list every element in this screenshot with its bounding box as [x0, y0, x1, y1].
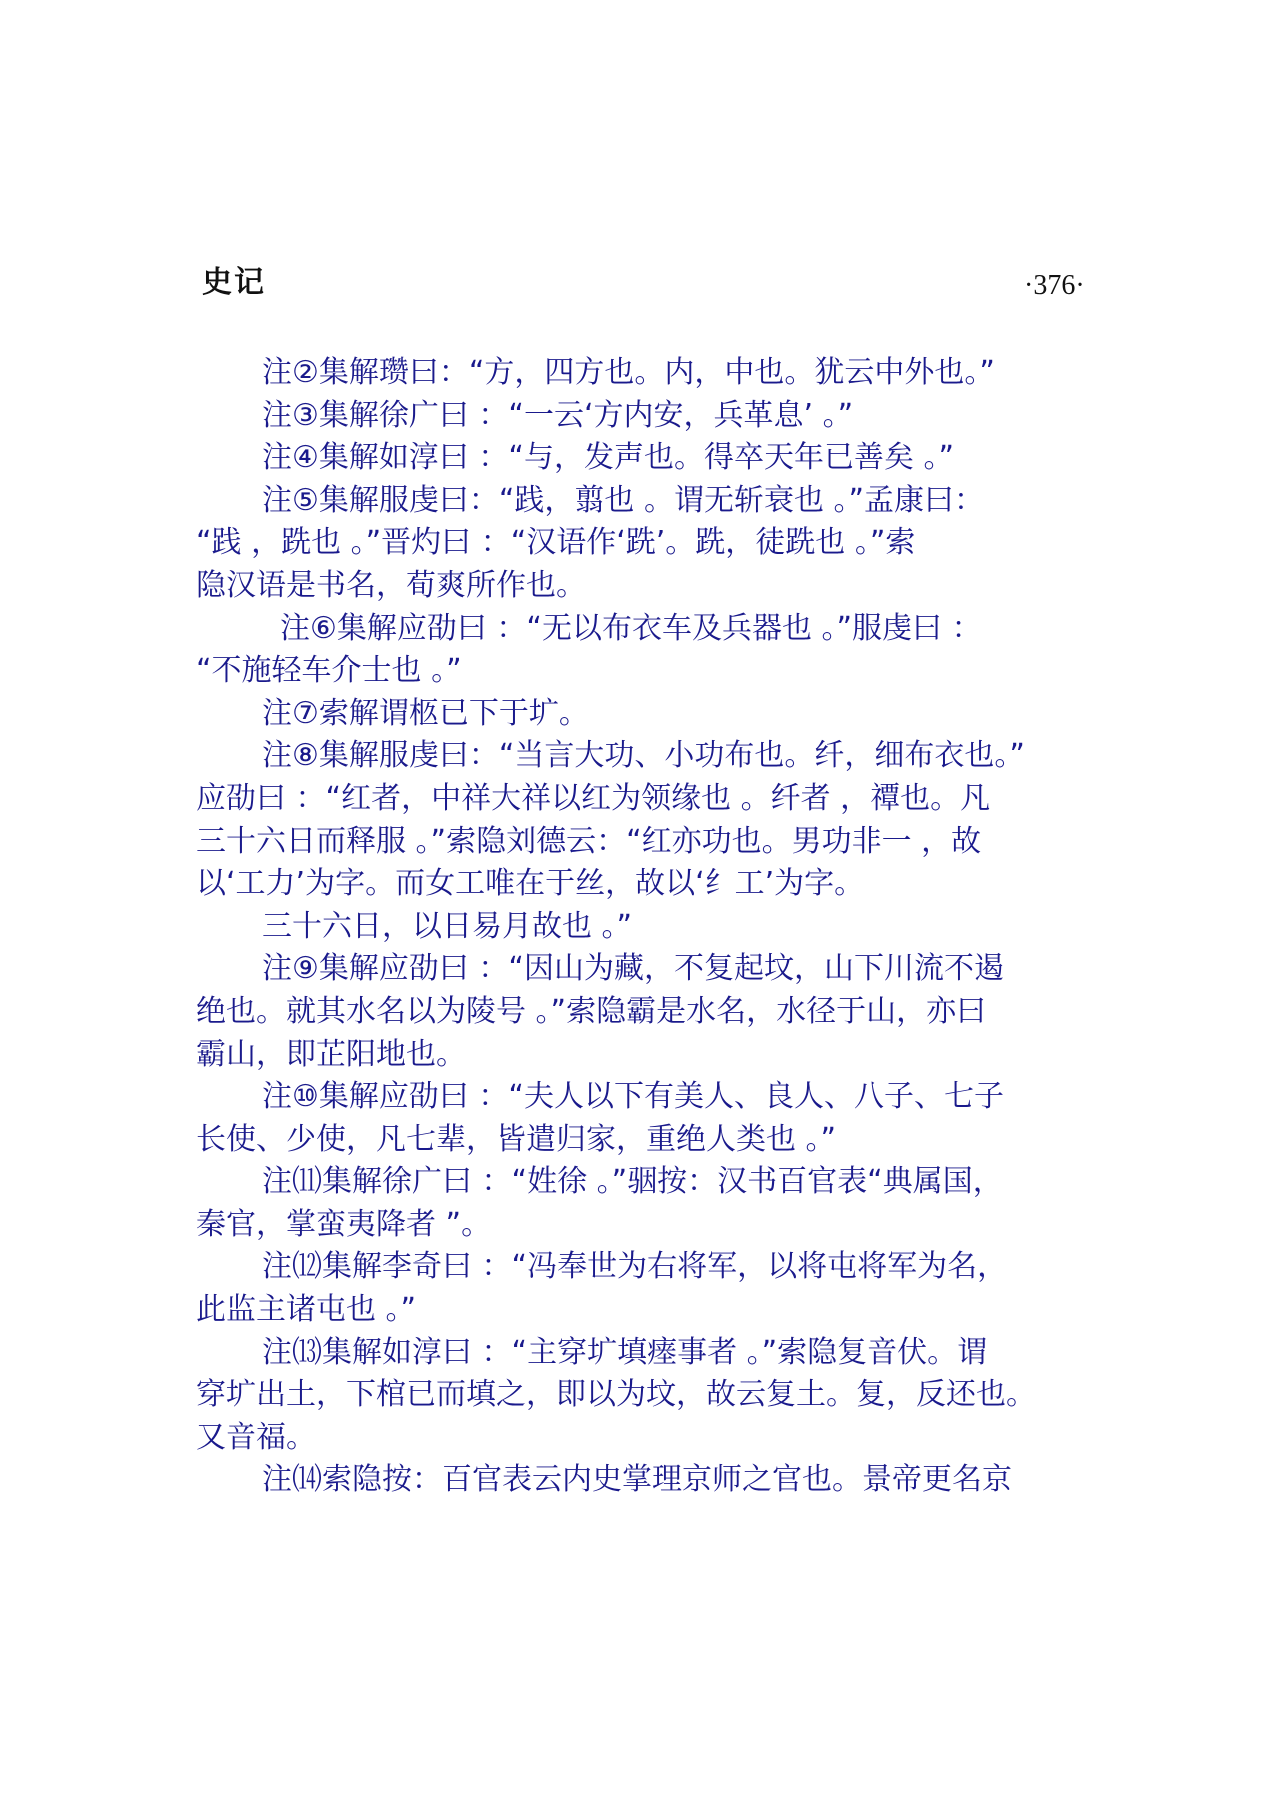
- text-line: 注⑨集解应劭曰 ：“因山为藏，不复起坟，山下川流不遏: [262, 951, 1004, 987]
- text-line: 应劭曰 ：“红者，中祥大祥以红为领缘也 。纤者 ，禫也。凡: [196, 780, 991, 816]
- text-line: 此监主诸屯也 。”: [196, 1292, 417, 1328]
- text-line: 又音福。: [196, 1419, 316, 1455]
- text-line: 注⑥集解应劭曰 ：“无以布衣车及兵器也 。”服虔曰 ：: [280, 610, 982, 646]
- text-line: “不施轻车介士也 。”: [196, 653, 462, 689]
- annotation-body: [196, 352, 1108, 1502]
- text-line: 长使、少使，凡七辈，皆遣归家，重绝人类也 。”: [196, 1121, 837, 1157]
- text-line: 注②集解瓒曰：“方，四方也。内，中也。犹云中外也。”: [262, 355, 995, 390]
- text-line: 注④集解如淳曰 ：“与，发声也。得卒天年已善矣 。”: [262, 440, 955, 476]
- text-line: 霸山，即芷阳地也。: [196, 1036, 466, 1072]
- text-line: 注⑤集解服虔曰：“践，翦也 。谓无斩衰也 。”孟康曰：: [262, 482, 985, 518]
- text-line: 穿圹出土，下棺已而填之，即以为坟，故云复土。复，反还也。: [196, 1377, 1036, 1413]
- text-line: 三十六日而释服 。”索隐刘德云：“红亦功也。男功非一 ，故: [196, 823, 982, 859]
- text-line: 注⑦索解谓柩已下于圹。: [262, 695, 589, 731]
- text-line: 秦官，掌蛮夷降者 ”。: [196, 1206, 492, 1242]
- text-line: 注⒀集解如淳曰 ：“主穿圹填瘗事者 。”索隐复音伏。谓: [262, 1334, 988, 1370]
- text-line: “践 ，跣也 。”晋灼曰 ：“汉语作‘跣’。跣，徒跣也 。”索: [196, 525, 916, 561]
- text-line: 注⑩集解应劭曰 ：“夫人以下有美人、良人、八子、七子: [262, 1079, 1004, 1115]
- text-line: 绝也。就其水名以为陵号 。”索隐霸是水名，水径于山，亦曰: [196, 993, 987, 1029]
- text-line: 注⑧集解服虔曰：“当言大功、小功布也。纤，细布衣也。”: [262, 738, 1025, 774]
- book-title: 史记: [202, 265, 266, 300]
- text-line: 注③集解徐广曰 ：“一云‘方内安，兵革息’ 。”: [262, 397, 854, 433]
- text-line: 注⑿集解李奇曰 ：“冯奉世为右将军，以将屯将军为名，: [262, 1249, 1008, 1285]
- text-line: 注⑾集解徐广曰 ：“姓徐 。”骃按：汉书百官表“典属国，: [262, 1164, 1003, 1200]
- text-line: 三十六日，以日易月故也 。”: [262, 908, 633, 944]
- page-number: ·376·: [1024, 270, 1085, 301]
- text-line: 以‘工力’为字。而女工唯在于丝，故以‘纟工’为字。: [196, 866, 865, 902]
- text-line: 注⒁索隐按：百官表云内史掌理京师之官也。景帝更名京: [262, 1462, 1012, 1498]
- text-line: 隐汉语是书名，荀爽所作也。: [196, 567, 586, 603]
